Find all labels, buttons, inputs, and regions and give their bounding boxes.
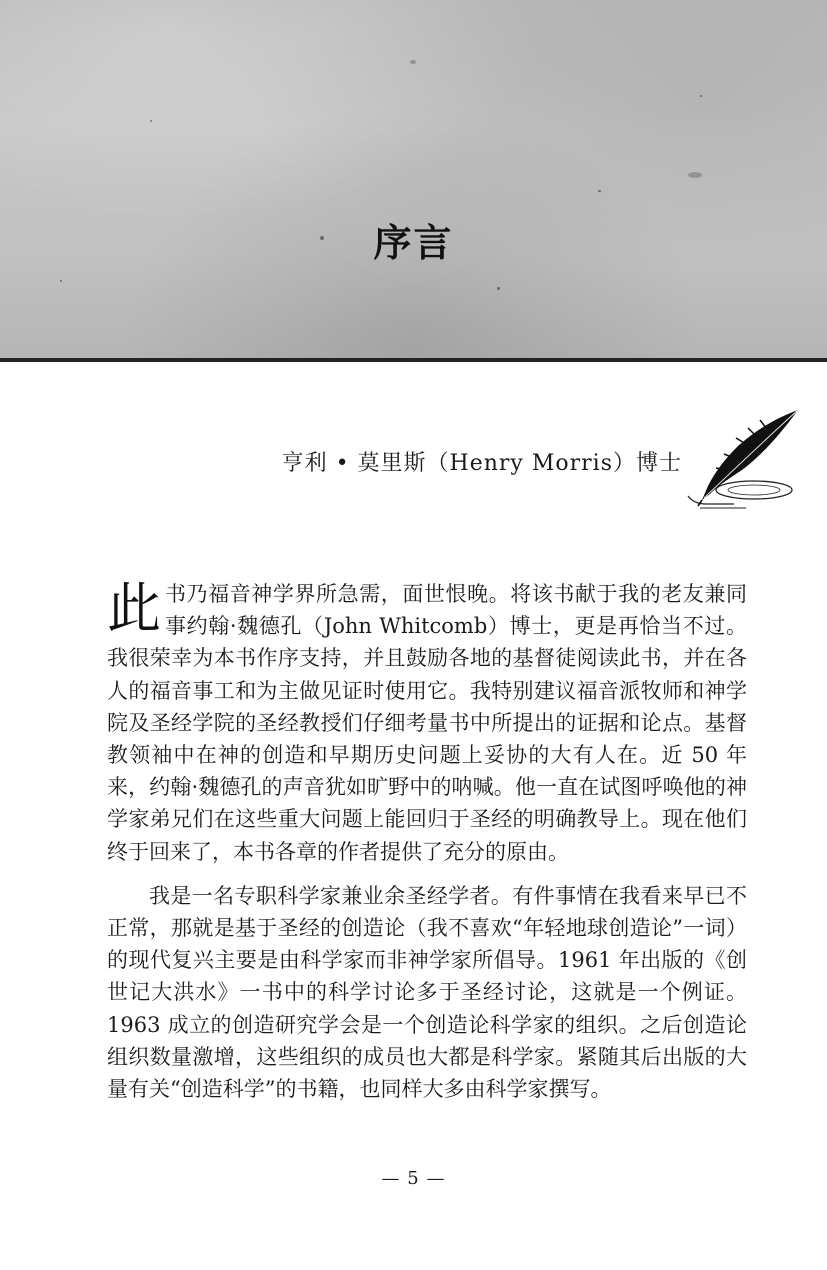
paragraph-2: 我是一名专职科学家兼业余圣经学者。有件事情在我看来早已不正常，那就是基于圣经的创造论（我不喜欢“年轻地球创造论”一词）的现代复兴主要是由科学家而非神学家所倡导。1961 年出版的《创世记大洪水》一书中的科学讨论多于圣经讨论，这就是一个例证。1963 成立的创造研究学会是一个创造论科学家的组织。之后创造论组织数量激增，这些组织的成员也大都是科学家。紧随其后出版的大量有关“创造科学”的书籍，也同样大多由科学家撰写。 [107,883,747,1102]
header-banner [0,0,827,362]
chapter-title: 序言 [373,221,454,265]
author-line: 亨利 • 莫里斯（Henry Morris）博士 [281,451,682,476]
paragraph-1-text: 书乃福音神学界所急需，面世恨晚。将该书献于我的老友兼同事约翰·魏德孔（John Whitcomb）博士，更是再恰当不过。我很荣幸为本书作序支持，并且鼓励各地的基督徒阅读此书，并在各人的福音事工和为主做见证时使用它。我特别建议福音派牧师和神学院及圣经学院的圣经教授们仔细考量书中所提出的证据和论点。基督教领袖中在神的创造和早期历史问题上妥协的大有人在。近 50 年来，约翰·魏德孔的声音犹如旷野中的呐喊。他一直在试图呼唤他的神学家弟兄们在这些重大问题上能回归于圣经的明确教导上。现在他们终于回来了，本书各章的作者提供了充分的原由。 [107,582,747,864]
page-number: — 5 — [381,1168,446,1189]
drop-cap: 此 [107,577,161,640]
paragraph-1 [107,578,747,868]
quill-pen-icon [686,408,806,518]
preface-body [107,578,747,1105]
